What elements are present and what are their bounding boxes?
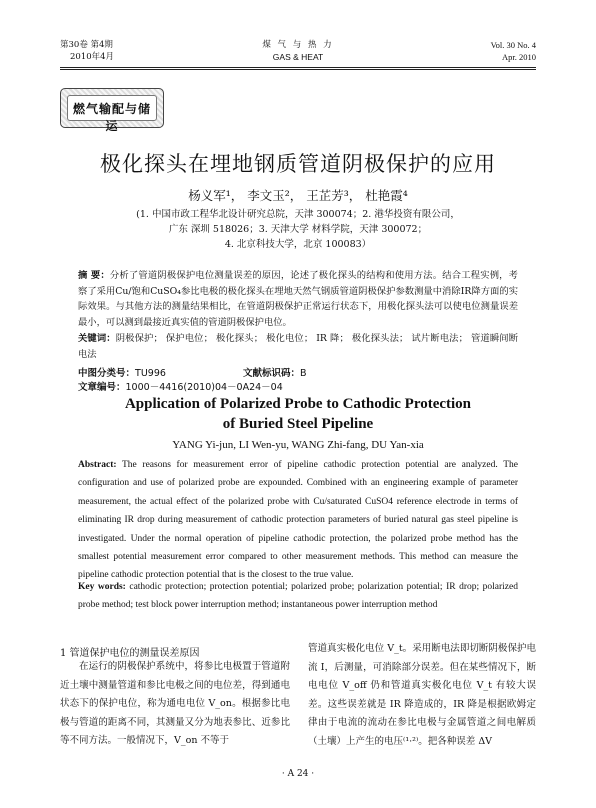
- cn-keywords: [78, 331, 518, 362]
- en-abstract-label: Abstract:: [78, 460, 117, 470]
- header-date: 2010年4月: [70, 52, 115, 62]
- en-keywords: [78, 578, 518, 615]
- body-right-column: 管道真实极化电位 V_t。采用断电法即切断阴极保护电流 I，后测量，可消除部分误差。但在某些情况下，断电电位 V_off 仍和管道真实极化电位 V_t 有较大误差。这些误差就是 IR 降造成的，IR 降是根据欧姆定律由于电流的流动在参比电极与金属管道之间电解质（土壤）上产生的电压⁽¹·²⁾。把各种误差 ΔV: [308, 643, 536, 747]
- section-tag: [60, 88, 164, 133]
- cn-authors: 杨义军¹， 李文玉²， 王芷芳³， 杜艳霞⁴: [188, 188, 408, 203]
- en-title-line1: Application of Polarized Probe to Cathodic Protection: [124, 396, 472, 412]
- cn-affiliation-1: (1. 中国市政工程华北设计研究总院，天津 300074；2. 港华投资有限公司，: [136, 209, 460, 220]
- header-date-en: Apr. 2010: [502, 52, 536, 62]
- cls-value: TU996: [135, 368, 166, 379]
- cn-abstract-text: 分析了管道阴极保护电位测量误差的原因，论述了极化探头的结构和使用方法。结合工程实例，考察了采用Cu/饱和CuSO₄参比电极的极化探头在埋地天然气钢质管道阴极保护参数测量中消除IR降方面的实际效果。与其他方法的测量结果相比，在管道阴极保护正常运行状态下，用极化探头法可以使电位测量误差最小，可以测到最接近真实值的管道阴极保护电位。: [78, 270, 518, 328]
- cn-keywords-label: 关键词：: [78, 333, 116, 344]
- doc-code: [243, 365, 333, 379]
- en-keywords-label: Key words:: [78, 582, 126, 592]
- header-rule: [60, 67, 536, 68]
- cn-title: 极化探头在埋地钢质管道阴极保护的应用: [100, 152, 496, 176]
- cn-abstract-label: 摘 要：: [78, 270, 110, 281]
- classification-line: [78, 365, 518, 393]
- cls-number: [78, 365, 243, 379]
- header-volume-en: Vol. 30 No. 4: [490, 40, 536, 50]
- header-volume: 第30卷 第4期: [60, 40, 113, 50]
- journal-name-en: GAS & HEAT: [272, 52, 324, 62]
- cn-keywords-text: 阴极保护； 保护电位； 极化探头； 极化电位； IR 降； 极化探头法； 试片断电法； 管道瞬间断电法: [78, 333, 518, 360]
- header-rule-thin: [60, 69, 536, 70]
- article-value: 1000－4416(2010)04－0A24－04: [125, 382, 283, 393]
- section-1-heading: 1 管道保护电位的测量误差原因: [60, 648, 200, 659]
- article-number: [78, 379, 283, 393]
- en-keywords-text: cathodic protection; protection potential; polarized probe; polarization potential; IR drop; polarized probe method; test block power interruption method; instantaneous power interruption method: [78, 582, 518, 611]
- en-authors: YANG Yi-jun, LI Wen-yu, WANG Zhi-fang, DU Yan-xia: [172, 439, 424, 451]
- section-tag-inner: [67, 95, 157, 133]
- cn-affiliation-2: 广东 深圳 518026；3. 天津大学 材料学院，天津 300072；: [168, 224, 428, 235]
- page-number: · A 24 ·: [281, 769, 315, 779]
- cn-abstract: [78, 268, 518, 330]
- doc-value: B: [300, 368, 307, 379]
- doc-label: 文献标识码：: [243, 368, 301, 379]
- cn-affiliation-3: 4. 北京科技大学，北京 100083）: [224, 239, 372, 250]
- journal-name: 煤 气 与 热 力: [262, 40, 334, 50]
- en-title-line2: of Buried Steel Pipeline: [222, 416, 374, 432]
- body-left-column: 在运行的阴极保护系统中，将参比电极置于管道附近土壤中测量管道和参比电极之间的电位差，得到通电状态下的保护电位，称为通电电位 V_on。根据参比电极与管道的距离不同，其测量又分为地表参比、近参比等不同方法。一般情况下，V_on 不等于: [60, 661, 290, 746]
- article-label: 文章编号：: [78, 382, 126, 393]
- en-abstract: [78, 456, 518, 585]
- section-tag-label: 燃气输配与储运: [72, 102, 151, 133]
- en-abstract-text: The reasons for measurement error of pipeline cathodic protection potential are analyzed. The configuration and use of polarized probe are expounded. Combined with an engineering example of parameter measurement, the actual effect of the polarized probe with Cu/saturated CuSO4 reference electrode in terms of eliminating IR drop during measurement of cathodic protection parameters of buried natural gas steel pipeline is investigated. Under the normal operation of pipeline cathodic protection, the polarized probe method has the smallest potential measurement error compared to other measurement methods. This method can measure the pipeline cathodic protection potential that is the closest to the true value.: [78, 460, 518, 581]
- cls-label: 中图分类号：: [78, 368, 136, 379]
